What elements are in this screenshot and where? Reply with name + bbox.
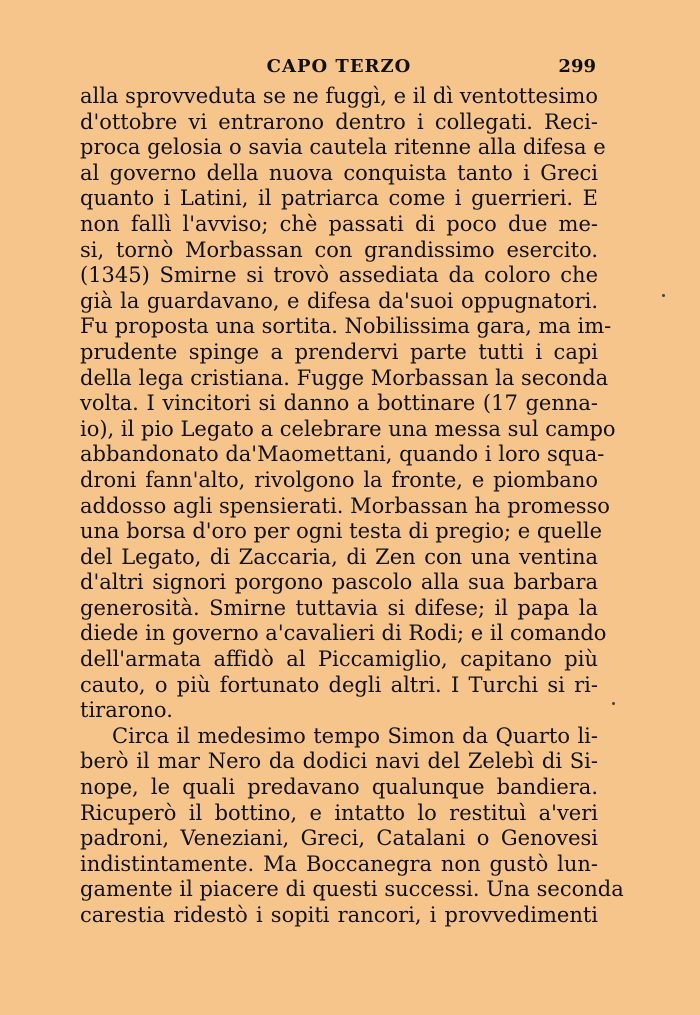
paper-speck	[612, 702, 615, 705]
text-line: diede in governo a'cavalieri di Rodi; e il comando	[80, 621, 607, 646]
text-line: Fu proposta una sortita. Nobilissima gara, ma im-	[80, 314, 612, 339]
text-line: del Legato, di Zaccaria, di Zen con una ventina	[80, 544, 598, 569]
text-line: quanto i Latini, il patriarca come i guerrieri. E	[80, 186, 598, 211]
text-line: (1345) Smirne si trovò assediata da coloro che	[80, 263, 598, 288]
text-line: proca gelosia o savia cautela ritenne alla difesa e	[80, 135, 606, 160]
text-line: volta. I vincitori si danno a bottinare (17 genna-	[80, 391, 598, 416]
body-text	[80, 84, 624, 929]
text-line: tirarono.	[80, 698, 173, 723]
text-line: cauto, o più fortunato degli altri. I Turchi si ri-	[80, 672, 598, 697]
text-line: carestia ridestò i sopiti rancori, i provvedimenti	[80, 903, 598, 927]
text-line: non fallì l'avviso; chè passati di poco due me-	[80, 211, 598, 236]
text-line: generosità. Smirne tuttavia si difese; il papa la	[80, 595, 598, 620]
text-line: già la guardavano, e difesa da'suoi oppugnatori.	[80, 288, 598, 313]
text-line: berò il mar Nero da dodici navi del Zelebì di Si-	[80, 749, 598, 774]
text-line: addosso agli spensierati. Morbassan ha promesso	[80, 493, 610, 518]
text-line: al governo della nuova conquista tanto i Greci	[80, 160, 598, 185]
text-line: io), il pio Legato a celebrare una messa sul campo	[80, 416, 616, 441]
text-line: si, tornò Morbassan con grandissimo esercito.	[80, 237, 598, 262]
page-header	[80, 56, 598, 80]
text-line: indistintamente. Ma Boccanegra non gustò lun-	[80, 851, 598, 876]
text-line: nope, le quali predavano qualunque bandiera.	[80, 775, 598, 800]
paper-speck	[662, 294, 665, 297]
running-title: CAPO TERZO	[266, 56, 412, 77]
text-line: dell'armata affidò al Piccamiglio, capitano più	[80, 647, 598, 672]
text-line: d'altri signori porgono pascolo alla sua barbara	[80, 570, 598, 595]
text-line: una borsa d'oro per ogni testa di pregio; e quelle	[80, 519, 603, 544]
text-line: d'ottobre vi entrarono dentro i collegati. Reci-	[80, 109, 598, 134]
text-line: padroni, Veneziani, Greci, Catalani o Genovesi	[80, 826, 598, 851]
text-line: abbandonato da'Maomettani, quando i loro squa-	[80, 442, 605, 467]
text-line: Ricuperò il bottino, e intatto lo restituì a'veri	[80, 800, 598, 825]
text-line: alla sprovveduta se ne fuggì, e il dì ventottesimo	[80, 84, 598, 108]
text-line: della lega cristiana. Fugge Morbassan la seconda	[80, 365, 609, 390]
text-line: gamente il piacere di questi successi. Una seconda	[80, 877, 624, 902]
paragraph-start-line: Circa il medesimo tempo Simon da Quarto li-	[112, 723, 598, 748]
text-line: prudente spinge a prendervi parte tutti i capi	[80, 339, 598, 364]
page-number: 299	[558, 56, 596, 77]
text-line: droni fann'alto, rivolgono la fronte, e piombano	[80, 467, 598, 492]
